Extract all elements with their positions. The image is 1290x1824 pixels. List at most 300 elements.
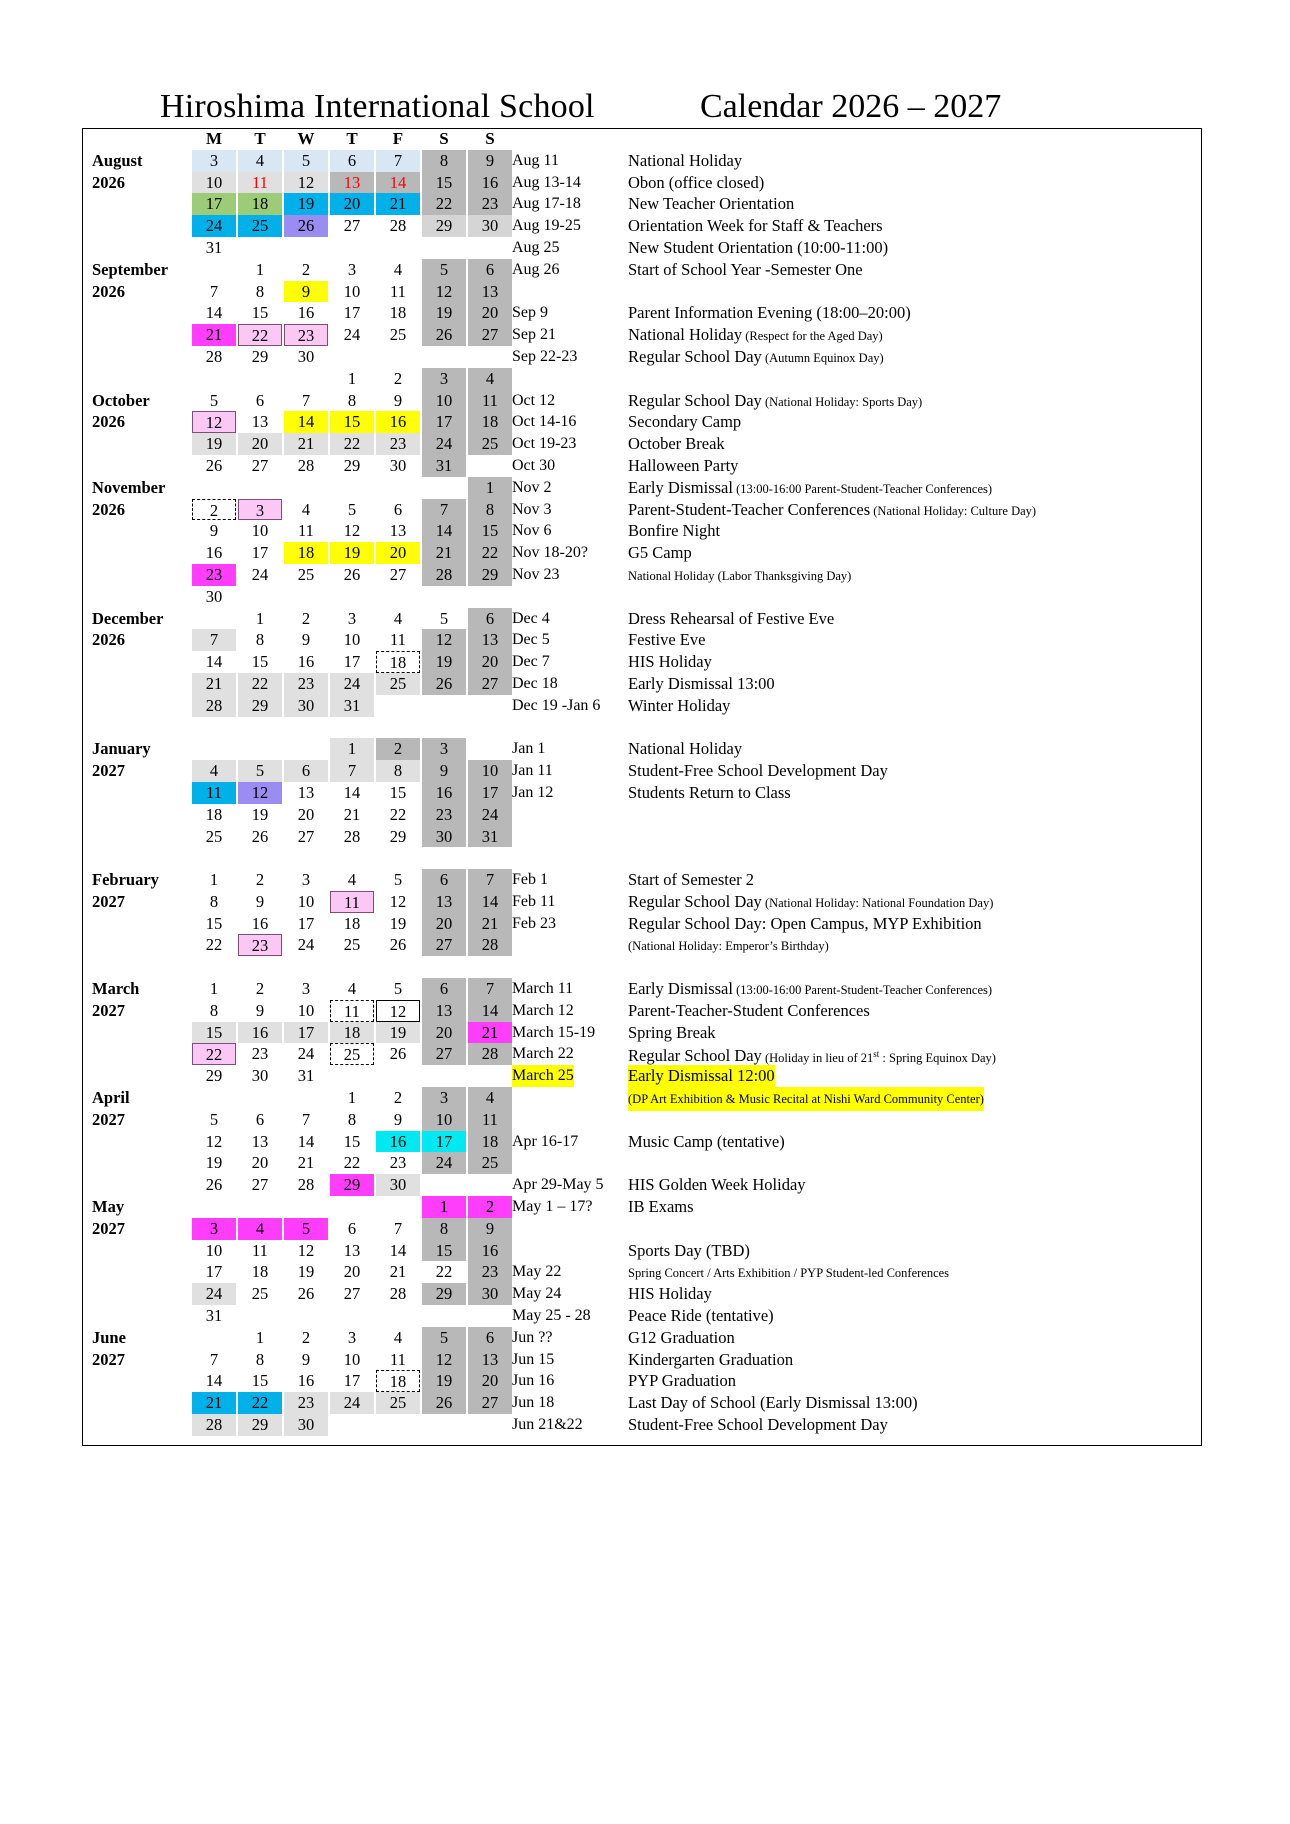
day-cell[interactable]: 8: [347, 1109, 357, 1129]
day-cell[interactable]: 22: [422, 193, 466, 215]
day-cell[interactable]: 2: [301, 1327, 311, 1347]
day-cell[interactable]: 25: [468, 433, 512, 455]
day-cell[interactable]: 21: [343, 804, 361, 824]
day-cell[interactable]: 28: [389, 1284, 407, 1304]
day-cell[interactable]: 29: [238, 1414, 282, 1436]
day-cell[interactable]: 17: [468, 782, 512, 804]
day-cell[interactable]: 22: [238, 324, 282, 346]
day-cell[interactable]: 23: [468, 1261, 512, 1283]
day-cell[interactable]: 20: [297, 804, 315, 824]
day-cell[interactable]: 26: [422, 1392, 466, 1414]
day-cell[interactable]: 16: [297, 303, 315, 323]
day-cell[interactable]: 12: [376, 1000, 420, 1022]
day-cell[interactable]: 2: [255, 870, 265, 890]
day-cell[interactable]: 27: [389, 564, 407, 584]
day-cell[interactable]: 30: [389, 455, 407, 475]
day-cell[interactable]: 23: [251, 1044, 269, 1064]
day-cell[interactable]: 4: [347, 870, 357, 890]
day-cell[interactable]: 23: [192, 564, 236, 586]
day-cell[interactable]: 22: [238, 1392, 282, 1414]
day-cell[interactable]: 13: [422, 891, 466, 913]
day-cell[interactable]: 6: [422, 978, 466, 1000]
day-cell[interactable]: 4: [192, 760, 236, 782]
day-cell[interactable]: 30: [376, 1174, 420, 1196]
day-cell[interactable]: 9: [209, 521, 219, 541]
day-cell[interactable]: 8: [468, 499, 512, 521]
day-cell[interactable]: 23: [238, 934, 282, 956]
day-cell[interactable]: 18: [468, 1131, 512, 1153]
day-cell[interactable]: 3: [301, 870, 311, 890]
day-cell[interactable]: 30: [468, 215, 512, 237]
day-cell[interactable]: 19: [284, 193, 328, 215]
day-cell[interactable]: 10: [343, 281, 361, 301]
day-cell[interactable]: 24: [422, 433, 466, 455]
day-cell[interactable]: 26: [205, 1175, 223, 1195]
day-cell[interactable]: 27: [422, 1043, 466, 1065]
day-cell[interactable]: 17: [422, 411, 466, 433]
day-cell[interactable]: 18: [343, 913, 361, 933]
day-cell[interactable]: 14: [468, 1000, 512, 1022]
day-cell[interactable]: 4: [347, 979, 357, 999]
day-cell[interactable]: 20: [468, 1370, 512, 1392]
day-cell[interactable]: 23: [468, 193, 512, 215]
day-cell[interactable]: 20: [422, 1022, 466, 1044]
day-cell[interactable]: 10: [297, 1000, 315, 1020]
day-cell[interactable]: 22: [435, 1262, 453, 1282]
day-cell[interactable]: 21: [284, 433, 328, 455]
day-cell[interactable]: 26: [389, 935, 407, 955]
day-cell[interactable]: 8: [347, 390, 357, 410]
day-cell[interactable]: 30: [205, 586, 223, 606]
day-cell[interactable]: 31: [468, 826, 512, 848]
day-cell[interactable]: 13: [251, 1131, 269, 1151]
day-cell[interactable]: 11: [298, 521, 314, 541]
day-cell[interactable]: 25: [251, 1284, 269, 1304]
day-cell[interactable]: 25: [468, 1152, 512, 1174]
day-cell[interactable]: 22: [343, 1153, 361, 1173]
day-cell[interactable]: 17: [343, 1371, 361, 1391]
day-cell[interactable]: 2: [192, 499, 236, 521]
day-cell[interactable]: 11: [330, 891, 374, 913]
day-cell[interactable]: 22: [205, 935, 223, 955]
day-cell[interactable]: 17: [422, 1131, 466, 1153]
day-cell[interactable]: 21: [192, 673, 236, 695]
day-cell[interactable]: 2: [301, 608, 311, 628]
day-cell[interactable]: 7: [422, 499, 466, 521]
day-cell[interactable]: 4: [393, 608, 403, 628]
day-cell[interactable]: 13: [468, 281, 512, 303]
day-cell[interactable]: 13: [468, 629, 512, 651]
day-cell[interactable]: 15: [251, 652, 269, 672]
day-cell[interactable]: 20: [238, 433, 282, 455]
day-cell[interactable]: 28: [422, 564, 466, 586]
day-cell[interactable]: 23: [284, 673, 328, 695]
day-cell[interactable]: 16: [376, 1131, 420, 1153]
day-cell[interactable]: 11: [390, 1349, 406, 1369]
day-cell[interactable]: 10: [205, 1240, 223, 1260]
day-cell[interactable]: 28: [389, 216, 407, 236]
day-cell[interactable]: 24: [330, 1392, 374, 1414]
day-cell[interactable]: 17: [284, 1022, 328, 1044]
day-cell[interactable]: 28: [468, 934, 512, 956]
day-cell[interactable]: 7: [209, 1349, 219, 1369]
day-cell[interactable]: 1: [347, 368, 357, 388]
day-cell[interactable]: 7: [468, 978, 512, 1000]
day-cell[interactable]: 19: [422, 302, 466, 324]
day-cell[interactable]: 5: [347, 499, 357, 519]
day-cell[interactable]: 14: [343, 782, 361, 802]
day-cell[interactable]: 12: [192, 411, 236, 433]
day-cell[interactable]: 20: [468, 651, 512, 673]
day-cell[interactable]: 18: [238, 193, 282, 215]
day-cell[interactable]: 7: [209, 281, 219, 301]
day-cell[interactable]: 29: [238, 695, 282, 717]
day-cell[interactable]: 15: [251, 303, 269, 323]
day-cell[interactable]: 18: [468, 411, 512, 433]
day-cell[interactable]: 3: [347, 1327, 357, 1347]
day-cell[interactable]: 14: [376, 172, 420, 194]
day-cell[interactable]: 23: [376, 433, 420, 455]
day-cell[interactable]: 1: [330, 738, 374, 760]
day-cell[interactable]: 10: [422, 390, 466, 412]
day-cell[interactable]: 29: [422, 1283, 466, 1305]
day-cell[interactable]: 5: [422, 1327, 466, 1349]
day-cell[interactable]: 18: [389, 303, 407, 323]
day-cell[interactable]: 15: [343, 1131, 361, 1151]
day-cell[interactable]: 29: [330, 1174, 374, 1196]
day-cell[interactable]: 12: [422, 629, 466, 651]
day-cell[interactable]: 17: [251, 543, 269, 563]
day-cell[interactable]: 1: [422, 1196, 466, 1218]
day-cell[interactable]: 29: [205, 1066, 223, 1086]
day-cell[interactable]: 4: [393, 1327, 403, 1347]
day-cell[interactable]: 3: [192, 150, 236, 172]
day-cell[interactable]: 26: [422, 324, 466, 346]
day-cell[interactable]: 7: [301, 390, 311, 410]
day-cell[interactable]: 4: [238, 1218, 282, 1240]
day-cell[interactable]: 6: [347, 1218, 357, 1238]
day-cell[interactable]: 11: [330, 1000, 374, 1022]
day-cell[interactable]: 6: [468, 1327, 512, 1349]
day-cell[interactable]: 27: [422, 934, 466, 956]
day-cell[interactable]: 16: [251, 913, 269, 933]
day-cell[interactable]: 20: [330, 193, 374, 215]
day-cell[interactable]: 24: [192, 215, 236, 237]
day-cell[interactable]: 3: [347, 608, 357, 628]
day-cell[interactable]: 28: [192, 1414, 236, 1436]
day-cell[interactable]: 18: [330, 1022, 374, 1044]
day-cell[interactable]: 6: [284, 760, 328, 782]
day-cell[interactable]: 22: [468, 542, 512, 564]
day-cell[interactable]: 15: [422, 1240, 466, 1262]
day-cell[interactable]: 27: [251, 1175, 269, 1195]
day-cell[interactable]: 9: [284, 281, 328, 303]
day-cell[interactable]: 25: [376, 673, 420, 695]
day-cell[interactable]: 11: [390, 630, 406, 650]
day-cell[interactable]: 6: [255, 390, 265, 410]
day-cell[interactable]: 14: [205, 303, 223, 323]
day-cell[interactable]: 9: [255, 891, 265, 911]
day-cell[interactable]: 6: [468, 608, 512, 630]
day-cell[interactable]: 8: [422, 1218, 466, 1240]
day-cell[interactable]: 8: [376, 760, 420, 782]
day-cell[interactable]: 8: [209, 1000, 219, 1020]
day-cell[interactable]: 26: [343, 564, 361, 584]
day-cell[interactable]: 21: [297, 1153, 315, 1173]
day-cell[interactable]: 3: [238, 499, 282, 521]
day-cell[interactable]: 5: [284, 150, 328, 172]
day-cell[interactable]: 28: [297, 455, 315, 475]
day-cell[interactable]: 27: [468, 673, 512, 695]
day-cell[interactable]: 24: [297, 935, 315, 955]
day-cell[interactable]: 26: [251, 826, 269, 846]
day-cell[interactable]: 13: [330, 172, 374, 194]
day-cell[interactable]: 3: [192, 1218, 236, 1240]
day-cell[interactable]: 3: [422, 1087, 466, 1109]
day-cell[interactable]: 11: [192, 782, 236, 804]
day-cell[interactable]: 23: [389, 1153, 407, 1173]
day-cell[interactable]: 5: [209, 390, 219, 410]
day-cell[interactable]: 25: [343, 935, 361, 955]
day-cell[interactable]: 14: [284, 411, 328, 433]
day-cell[interactable]: 15: [468, 520, 512, 542]
day-cell[interactable]: 19: [297, 1262, 315, 1282]
day-cell[interactable]: 5: [393, 979, 403, 999]
day-cell[interactable]: 16: [238, 1022, 282, 1044]
day-cell[interactable]: 19: [251, 804, 269, 824]
day-cell[interactable]: 27: [468, 324, 512, 346]
day-cell[interactable]: 5: [284, 1218, 328, 1240]
day-cell[interactable]: 24: [251, 564, 269, 584]
day-cell[interactable]: 31: [297, 1066, 315, 1086]
day-cell[interactable]: 17: [205, 1262, 223, 1282]
day-cell[interactable]: 20: [468, 302, 512, 324]
day-cell[interactable]: 8: [209, 891, 219, 911]
day-cell[interactable]: 5: [238, 760, 282, 782]
day-cell[interactable]: 9: [468, 150, 512, 172]
day-cell[interactable]: 8: [422, 150, 466, 172]
day-cell[interactable]: 9: [301, 630, 311, 650]
day-cell[interactable]: 27: [343, 216, 361, 236]
day-cell[interactable]: 21: [422, 542, 466, 564]
day-cell[interactable]: 13: [343, 1240, 361, 1260]
day-cell[interactable]: 17: [343, 652, 361, 672]
day-cell[interactable]: 4: [468, 368, 512, 390]
day-cell[interactable]: 30: [468, 1283, 512, 1305]
day-cell[interactable]: 9: [301, 1349, 311, 1369]
day-cell[interactable]: 16: [297, 652, 315, 672]
day-cell[interactable]: 25: [205, 826, 223, 846]
day-cell[interactable]: 12: [389, 891, 407, 911]
day-cell[interactable]: 27: [297, 826, 315, 846]
day-cell[interactable]: 10: [251, 521, 269, 541]
day-cell[interactable]: 11: [468, 1109, 512, 1131]
day-cell[interactable]: 7: [468, 869, 512, 891]
day-cell[interactable]: 2: [393, 1088, 403, 1108]
day-cell[interactable]: 20: [422, 913, 466, 935]
day-cell[interactable]: 24: [330, 673, 374, 695]
day-cell[interactable]: 12: [205, 1131, 223, 1151]
day-cell[interactable]: 15: [389, 782, 407, 802]
day-cell[interactable]: 7: [376, 150, 420, 172]
day-cell[interactable]: 9: [422, 760, 466, 782]
day-cell[interactable]: 5: [209, 1109, 219, 1129]
day-cell[interactable]: 16: [422, 782, 466, 804]
day-cell[interactable]: 1: [255, 608, 265, 628]
day-cell[interactable]: 31: [422, 455, 466, 477]
day-cell[interactable]: 17: [297, 913, 315, 933]
day-cell[interactable]: 10: [297, 891, 315, 911]
day-cell[interactable]: 7: [301, 1109, 311, 1129]
day-cell[interactable]: 22: [238, 673, 282, 695]
day-cell[interactable]: 10: [343, 1349, 361, 1369]
day-cell[interactable]: 10: [468, 760, 512, 782]
day-cell[interactable]: 25: [376, 1392, 420, 1414]
day-cell[interactable]: 30: [422, 826, 466, 848]
day-cell[interactable]: 27: [468, 1392, 512, 1414]
day-cell[interactable]: 26: [284, 215, 328, 237]
day-cell[interactable]: 18: [376, 651, 420, 673]
day-cell[interactable]: 4: [238, 150, 282, 172]
day-cell[interactable]: 8: [255, 281, 265, 301]
day-cell[interactable]: 1: [209, 979, 219, 999]
day-cell[interactable]: 12: [343, 521, 361, 541]
day-cell[interactable]: 27: [343, 1284, 361, 1304]
day-cell[interactable]: 21: [389, 1262, 407, 1282]
day-cell[interactable]: 7: [393, 1218, 403, 1238]
day-cell[interactable]: 3: [422, 368, 466, 390]
day-cell[interactable]: 12: [422, 1349, 466, 1371]
day-cell[interactable]: 29: [343, 455, 361, 475]
day-cell[interactable]: 14: [205, 652, 223, 672]
day-cell[interactable]: 1: [347, 1088, 357, 1108]
day-cell[interactable]: 28: [343, 826, 361, 846]
day-cell[interactable]: 6: [468, 259, 512, 281]
day-cell[interactable]: 21: [468, 913, 512, 935]
day-cell[interactable]: 7: [330, 760, 374, 782]
day-cell[interactable]: 19: [389, 913, 407, 933]
day-cell[interactable]: 12: [238, 782, 282, 804]
day-cell[interactable]: 31: [205, 1306, 223, 1326]
day-cell[interactable]: 25: [389, 325, 407, 345]
day-cell[interactable]: 26: [389, 1044, 407, 1064]
day-cell[interactable]: 8: [255, 630, 265, 650]
day-cell[interactable]: 12: [422, 281, 466, 303]
day-cell[interactable]: 15: [192, 1022, 236, 1044]
day-cell[interactable]: 5: [393, 870, 403, 890]
day-cell[interactable]: 6: [330, 150, 374, 172]
day-cell[interactable]: 19: [422, 1370, 466, 1392]
day-cell[interactable]: 31: [330, 695, 374, 717]
day-cell[interactable]: 15: [422, 172, 466, 194]
day-cell[interactable]: 20: [251, 1153, 269, 1173]
day-cell[interactable]: 24: [192, 1283, 236, 1305]
day-cell[interactable]: 19: [192, 433, 236, 455]
day-cell[interactable]: 21: [192, 324, 236, 346]
day-cell[interactable]: 20: [376, 542, 420, 564]
day-cell[interactable]: 25: [297, 564, 315, 584]
day-cell[interactable]: 30: [297, 346, 315, 366]
day-cell[interactable]: 30: [284, 1414, 328, 1436]
day-cell[interactable]: 6: [393, 499, 403, 519]
day-cell[interactable]: 23: [422, 804, 466, 826]
day-cell[interactable]: 17: [343, 303, 361, 323]
day-cell[interactable]: 16: [205, 543, 223, 563]
day-cell[interactable]: 18: [205, 804, 223, 824]
day-cell[interactable]: 4: [468, 1087, 512, 1109]
day-cell[interactable]: 4: [393, 259, 403, 279]
day-cell[interactable]: 14: [422, 520, 466, 542]
day-cell[interactable]: 14: [389, 1240, 407, 1260]
day-cell[interactable]: 13: [251, 412, 269, 432]
day-cell[interactable]: 13: [297, 782, 315, 802]
day-cell[interactable]: 9: [255, 1000, 265, 1020]
day-cell[interactable]: 24: [422, 1152, 466, 1174]
day-cell[interactable]: 14: [297, 1131, 315, 1151]
day-cell[interactable]: 29: [468, 564, 512, 586]
day-cell[interactable]: 17: [192, 193, 236, 215]
day-cell[interactable]: 28: [192, 695, 236, 717]
day-cell[interactable]: 24: [468, 804, 512, 826]
day-cell[interactable]: 9: [393, 1109, 403, 1129]
day-cell[interactable]: 1: [468, 477, 512, 499]
day-cell[interactable]: 23: [284, 1392, 328, 1414]
day-cell[interactable]: 16: [468, 172, 512, 194]
day-cell[interactable]: 27: [251, 455, 269, 475]
day-cell[interactable]: 7: [192, 629, 236, 651]
day-cell[interactable]: 11: [252, 1240, 268, 1260]
day-cell[interactable]: 23: [284, 324, 328, 346]
day-cell[interactable]: 2: [301, 259, 311, 279]
day-cell[interactable]: 11: [468, 390, 512, 412]
day-cell[interactable]: 30: [251, 1066, 269, 1086]
day-cell[interactable]: 8: [255, 1349, 265, 1369]
day-cell[interactable]: 4: [301, 499, 311, 519]
day-cell[interactable]: 30: [284, 695, 328, 717]
day-cell[interactable]: 26: [422, 673, 466, 695]
day-cell[interactable]: 29: [422, 215, 466, 237]
day-cell[interactable]: 29: [251, 346, 269, 366]
day-cell[interactable]: 31: [205, 237, 223, 257]
day-cell[interactable]: 16: [376, 411, 420, 433]
day-cell[interactable]: 3: [301, 979, 311, 999]
day-cell[interactable]: 5: [422, 259, 466, 281]
day-cell[interactable]: 26: [205, 455, 223, 475]
day-cell[interactable]: 15: [251, 1371, 269, 1391]
day-cell[interactable]: 22: [330, 433, 374, 455]
day-cell[interactable]: 6: [255, 1109, 265, 1129]
day-cell[interactable]: 3: [347, 259, 357, 279]
day-cell[interactable]: 21: [376, 193, 420, 215]
day-cell[interactable]: 9: [393, 390, 403, 410]
day-cell[interactable]: 1: [255, 1327, 265, 1347]
day-cell[interactable]: 21: [468, 1022, 512, 1044]
day-cell[interactable]: 10: [343, 630, 361, 650]
day-cell[interactable]: 10: [192, 172, 236, 194]
day-cell[interactable]: 10: [422, 1109, 466, 1131]
day-cell[interactable]: 19: [205, 1153, 223, 1173]
day-cell[interactable]: 16: [297, 1371, 315, 1391]
day-cell[interactable]: 15: [205, 913, 223, 933]
day-cell[interactable]: 12: [297, 1240, 315, 1260]
day-cell[interactable]: 18: [251, 1262, 269, 1282]
day-cell[interactable]: 25: [330, 1043, 374, 1065]
day-cell[interactable]: 2: [255, 979, 265, 999]
day-cell[interactable]: 11: [238, 172, 282, 194]
day-cell[interactable]: 28: [468, 1043, 512, 1065]
day-cell[interactable]: 28: [205, 346, 223, 366]
day-cell[interactable]: 16: [468, 1240, 512, 1262]
